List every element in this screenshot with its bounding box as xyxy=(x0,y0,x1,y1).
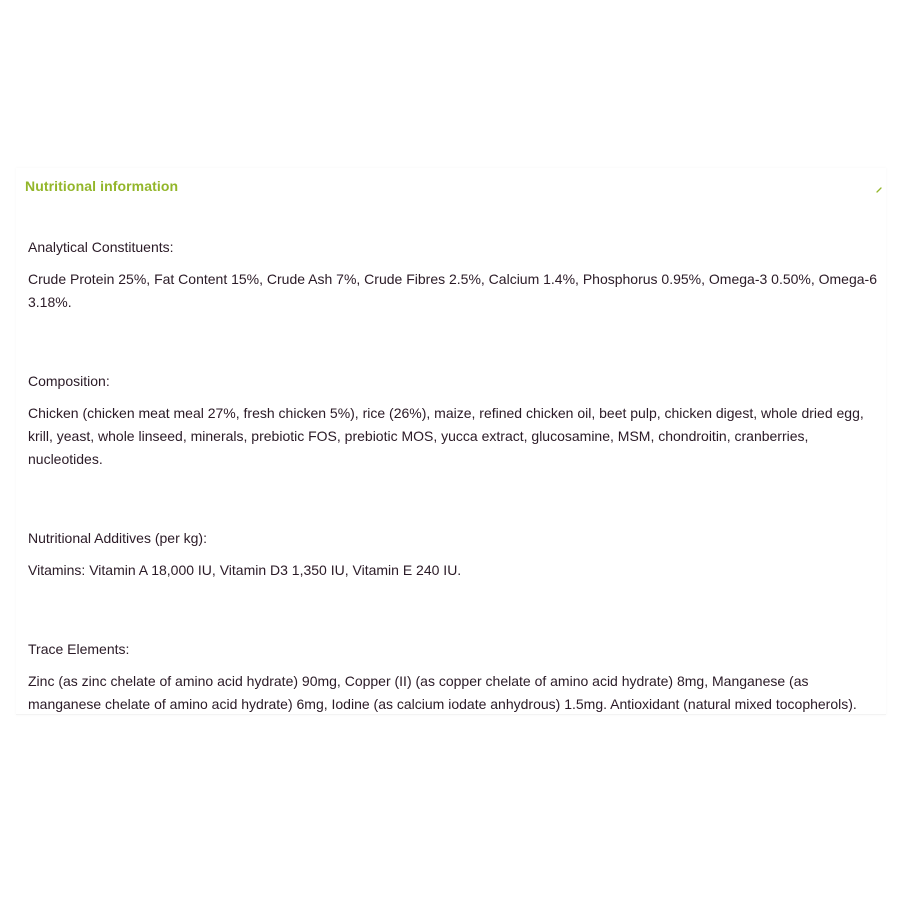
section-body: Chicken (chicken meat meal 27%, fresh chicken 5%), rice (26%), maize, refined chicken oil, beet pulp, chicken digest, whole dried egg, krill, yeast, whole linseed, minerals, prebiotic FOS, prebiotic MOS, yucca extract, glucosamine, MSM, chondroitin, cranberries, nucleotides. xyxy=(28,405,864,467)
section-analytical-constituents xyxy=(28,236,878,314)
nutritional-information-panel xyxy=(16,168,886,715)
section-trace-elements xyxy=(28,638,878,716)
panel-content xyxy=(28,236,878,716)
section-composition xyxy=(28,370,878,471)
section-body: Zinc (as zinc chelate of amino acid hydrate) 90mg, Copper (II) (as copper chelate of amino acid hydrate) 8mg, Manganese (as manganese chelate of amino acid hydrate) 6mg, Iodine (as calcium iodate anhydrous) 1.5mg. Antioxidant (natural mixed tocopherols). xyxy=(28,673,857,712)
section-body: Crude Protein 25%, Fat Content 15%, Crude Ash 7%, Crude Fibres 2.5%, Calcium 1.4%, Phosphorus 0.95%, Omega-3 0.50%, Omega-6 3.18%. xyxy=(28,271,877,310)
section-heading: Trace Elements: xyxy=(28,641,130,657)
section-heading: Nutritional Additives (per kg): xyxy=(28,530,207,546)
section-body: Vitamins: Vitamin A 18,000 IU, Vitamin D3 1,350 IU, Vitamin E 240 IU. xyxy=(28,562,462,578)
chevron-icon[interactable] xyxy=(874,181,884,191)
section-heading: Analytical Constituents: xyxy=(28,239,174,255)
panel-header[interactable] xyxy=(16,168,886,206)
panel-title: Nutritional information xyxy=(25,178,179,194)
section-nutritional-additives xyxy=(28,527,878,582)
section-heading: Composition: xyxy=(28,373,110,389)
